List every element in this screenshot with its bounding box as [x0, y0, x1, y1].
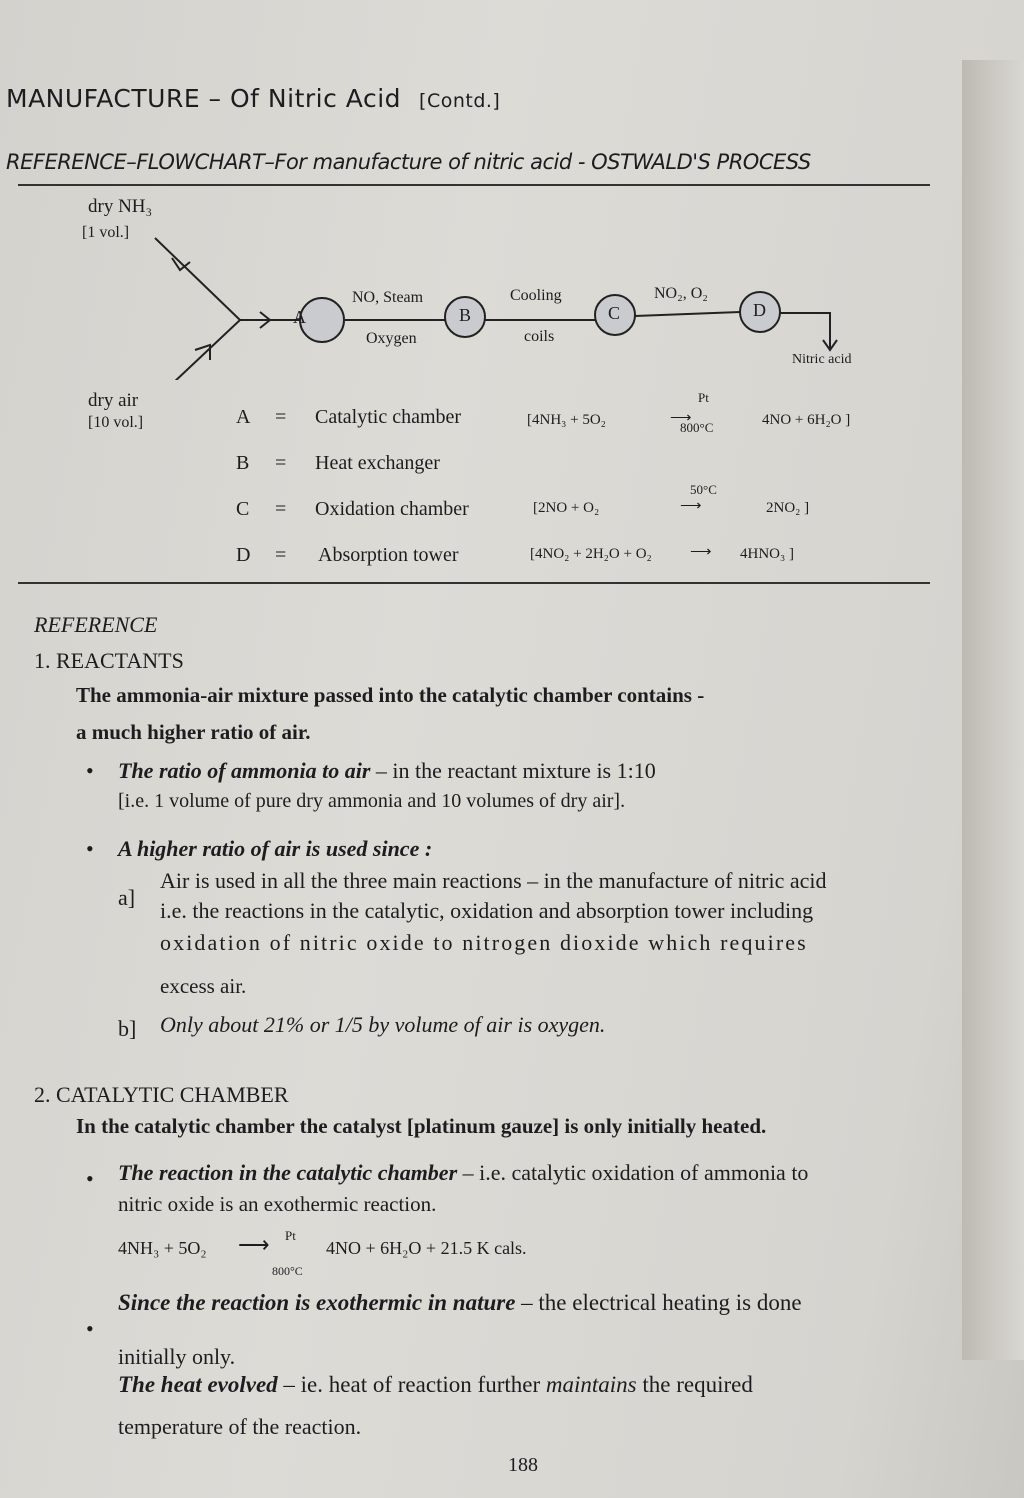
nh3-line — [155, 238, 240, 320]
emphasis: The ratio of ammonia to air — [118, 758, 371, 783]
node-b-label: B — [459, 305, 472, 325]
bc-bottom-label: coils — [524, 328, 555, 345]
legend-cond-bottom: 800°C — [680, 420, 714, 435]
legend-name: Heat exchanger — [315, 452, 440, 474]
emphasis: maintains — [545, 1372, 637, 1397]
s1-paragraph: The ammonia-air mixture passed into the catalytic chamber contains - — [76, 683, 705, 707]
node-d-label: D — [753, 300, 766, 320]
item-a-label: a] — [118, 885, 136, 910]
page-number: 188 — [508, 1454, 538, 1476]
legend-key: C — [236, 498, 250, 520]
bullet-icon: • — [86, 1166, 94, 1191]
ab-bottom-label: Oxygen — [366, 330, 417, 347]
emphasis: The heat evolved — [118, 1372, 278, 1397]
bullet-icon: • — [86, 758, 94, 783]
s1-paragraph-cont: a much higher ratio of air. — [76, 720, 311, 744]
text: – ie. heat of reaction further — [277, 1372, 546, 1397]
bc-top-label: Cooling — [510, 287, 562, 304]
arrow-glyph: ⟶ — [670, 410, 692, 426]
legend-name: Catalytic chamber — [315, 406, 462, 428]
legend-product: 4NO + 6H₂O ] — [762, 412, 851, 428]
s2-paragraph-2-cont: temperature of the reaction. — [118, 1414, 362, 1439]
air-arrow — [195, 345, 210, 360]
item-a-line-3: oxidation of nitric oxide to nitrogen dioxide which requires — [160, 930, 808, 955]
section-1-title: 1. REACTANTS — [34, 648, 184, 673]
legend-key: B — [236, 452, 250, 474]
legend-reaction: [2NO + O₂ — [533, 500, 600, 516]
item-a-line-4: excess air. — [160, 974, 247, 998]
s2-bullet-1 — [118, 1160, 808, 1186]
s2-paragraph-2 — [118, 1372, 753, 1398]
s1-bullet-1-cont: [i.e. 1 volume of pure dry ammonia and 10 volumes of dry air]. — [118, 790, 626, 812]
eq-cond-top: Pt — [285, 1228, 296, 1243]
adjacent-page-edge — [962, 60, 1024, 1360]
legend-cond-top: 50°C — [690, 482, 717, 497]
legend-eq: = — [275, 498, 287, 520]
legend-name: Oxidation chamber — [315, 498, 469, 520]
output-label: Nitric acid — [792, 352, 852, 367]
item-b-label: b] — [118, 1016, 137, 1041]
flowchart-diagram — [60, 190, 900, 380]
s2-bullet-1-cont: nitric oxide is an exothermic reaction. — [118, 1192, 437, 1216]
arrow-glyph: ⟶ — [680, 498, 702, 514]
legend-eq: = — [275, 544, 287, 566]
section-2-title: 2. CATALYTIC CHAMBER — [34, 1082, 289, 1107]
input-nh3-volume: [1 vol.] — [82, 224, 130, 241]
legend-eq: = — [275, 406, 287, 428]
arrow-glyph: ⟶ — [690, 544, 712, 560]
cd-top-label: NO₂, O₂ — [654, 285, 708, 302]
node-a-label: A — [293, 307, 306, 327]
legend-cond-top: Pt — [698, 390, 709, 405]
input-air: dry air — [88, 390, 139, 411]
item-a-line-1: Air is used in all the three main reactions – in the manufacture of nitric acid — [160, 868, 827, 893]
text: – in the reactant mixture is 1:10 — [370, 758, 656, 783]
text: – the electrical heating is done — [515, 1290, 802, 1315]
legend-key: D — [236, 544, 251, 566]
s2-bullet-2 — [118, 1290, 802, 1316]
node-c-label: C — [608, 303, 621, 323]
ab-top-label: NO, Steam — [352, 289, 424, 306]
bullet-icon: • — [86, 836, 94, 861]
item-a-line-2: i.e. the reactions in the catalytic, oxidation and absorption tower including — [160, 898, 814, 923]
node-a — [300, 298, 344, 342]
eq-cond-bottom: 800°C — [272, 1264, 303, 1278]
eq-right: 4NO + 6H₂O + 21.5 K cals. — [326, 1238, 527, 1258]
s1-bullet-1 — [118, 758, 656, 784]
s1-bullet-2: A higher ratio of air is used since : — [118, 836, 433, 861]
output-line — [780, 313, 830, 348]
emphasis: The reaction in the catalytic chamber — [118, 1160, 458, 1185]
input-nh3: dry NH₃ — [88, 196, 153, 217]
legend-eq: = — [275, 452, 287, 474]
legend-product: 4HNO₃ ] — [740, 546, 794, 562]
text: the required — [636, 1372, 753, 1397]
flowchart-subtitle: REFERENCE–FLOWCHART–For manufacture of nitric acid - OSTWALD'S PROCESS — [6, 150, 811, 174]
title-text: MANUFACTURE – Of Nitric Acid — [6, 84, 402, 113]
legend-reaction: [4NO₂ + 2H₂O + O₂ — [530, 546, 652, 562]
s2-paragraph: In the catalytic chamber the catalyst [platinum gauze] is only initially heated. — [76, 1114, 767, 1138]
page-title — [6, 84, 500, 113]
legend-reaction: [4NH₃ + 5O₂ — [527, 412, 606, 428]
input-air-volume: [10 vol.] — [88, 414, 144, 431]
s2-bullet-2-cont: initially only. — [118, 1344, 236, 1369]
reference-heading: REFERENCE — [34, 612, 158, 637]
item-b-text: Only about 21% or 1/5 by volume of air is oxygen. — [160, 1012, 606, 1037]
legend-product: 2NO₂ ] — [766, 500, 810, 516]
emphasis: Since the reaction is exothermic in nature — [118, 1290, 516, 1315]
legend-name: Absorption tower — [318, 544, 459, 566]
eq-left: 4NH₃ + 5O₂ — [118, 1238, 207, 1258]
contd-label: [Contd.] — [419, 90, 501, 112]
arrow-glyph: ⟶ — [238, 1232, 270, 1257]
legend-key: A — [236, 406, 251, 428]
bullet-icon: • — [86, 1316, 94, 1341]
text: – i.e. catalytic oxidation of ammonia to — [457, 1160, 809, 1185]
